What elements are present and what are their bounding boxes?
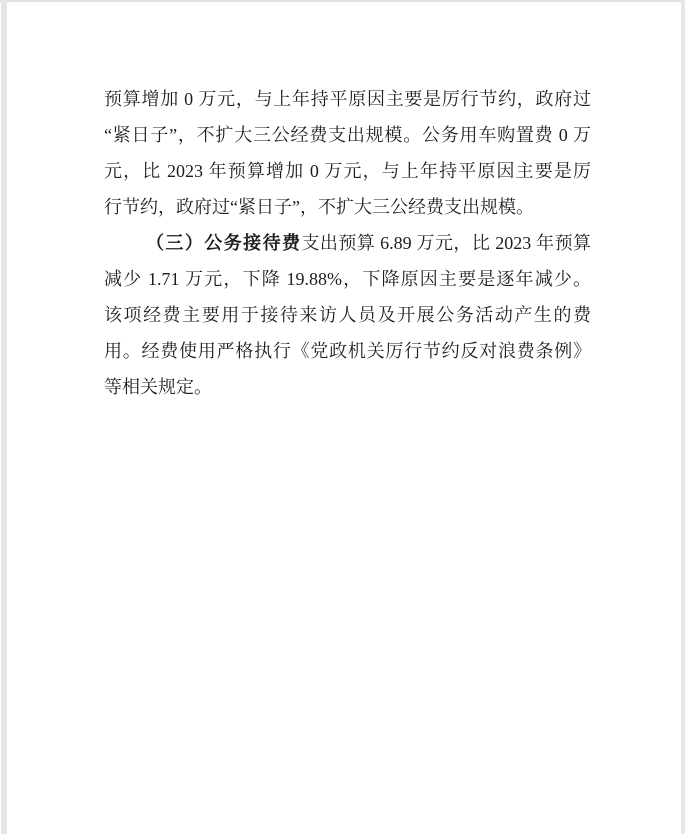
text-line: 等相关规定。 [104, 377, 212, 397]
text-line: （三）公务接待费支出预算 6.89 万元，比 2023 年预算 [146, 233, 592, 253]
text-line: 预算增加 0 万元，与上年持平原因主要是厉行节约，政府过 [104, 89, 591, 109]
window-right-edge [681, 0, 685, 834]
text-line: 元，比 2023 年预算增加 0 万元，与上年持平原因主要是厉 [104, 161, 591, 181]
text-line: “紧日子”，不扩大三公经费支出规模。公务用车购置费 0 万 [104, 125, 591, 145]
document-text-block [104, 81, 591, 405]
text-line: 减少 1.71 万元，下降 19.88%，下降原因主要是逐年减少。 [104, 269, 591, 289]
text-line: 用。经费使用严格执行《党政机关厉行节约反对浪费条例》 [104, 341, 591, 361]
text-line: 该项经费主要用于接待来访人员及开展公务活动产生的费 [104, 305, 591, 325]
text-line: 行节约，政府过“紧日子”，不扩大三公经费支出规模。 [104, 197, 534, 217]
window-top-edge [0, 0, 685, 2]
window-left-edge [1, 0, 7, 834]
paragraph-heading: （三）公务接待费 [146, 233, 302, 253]
